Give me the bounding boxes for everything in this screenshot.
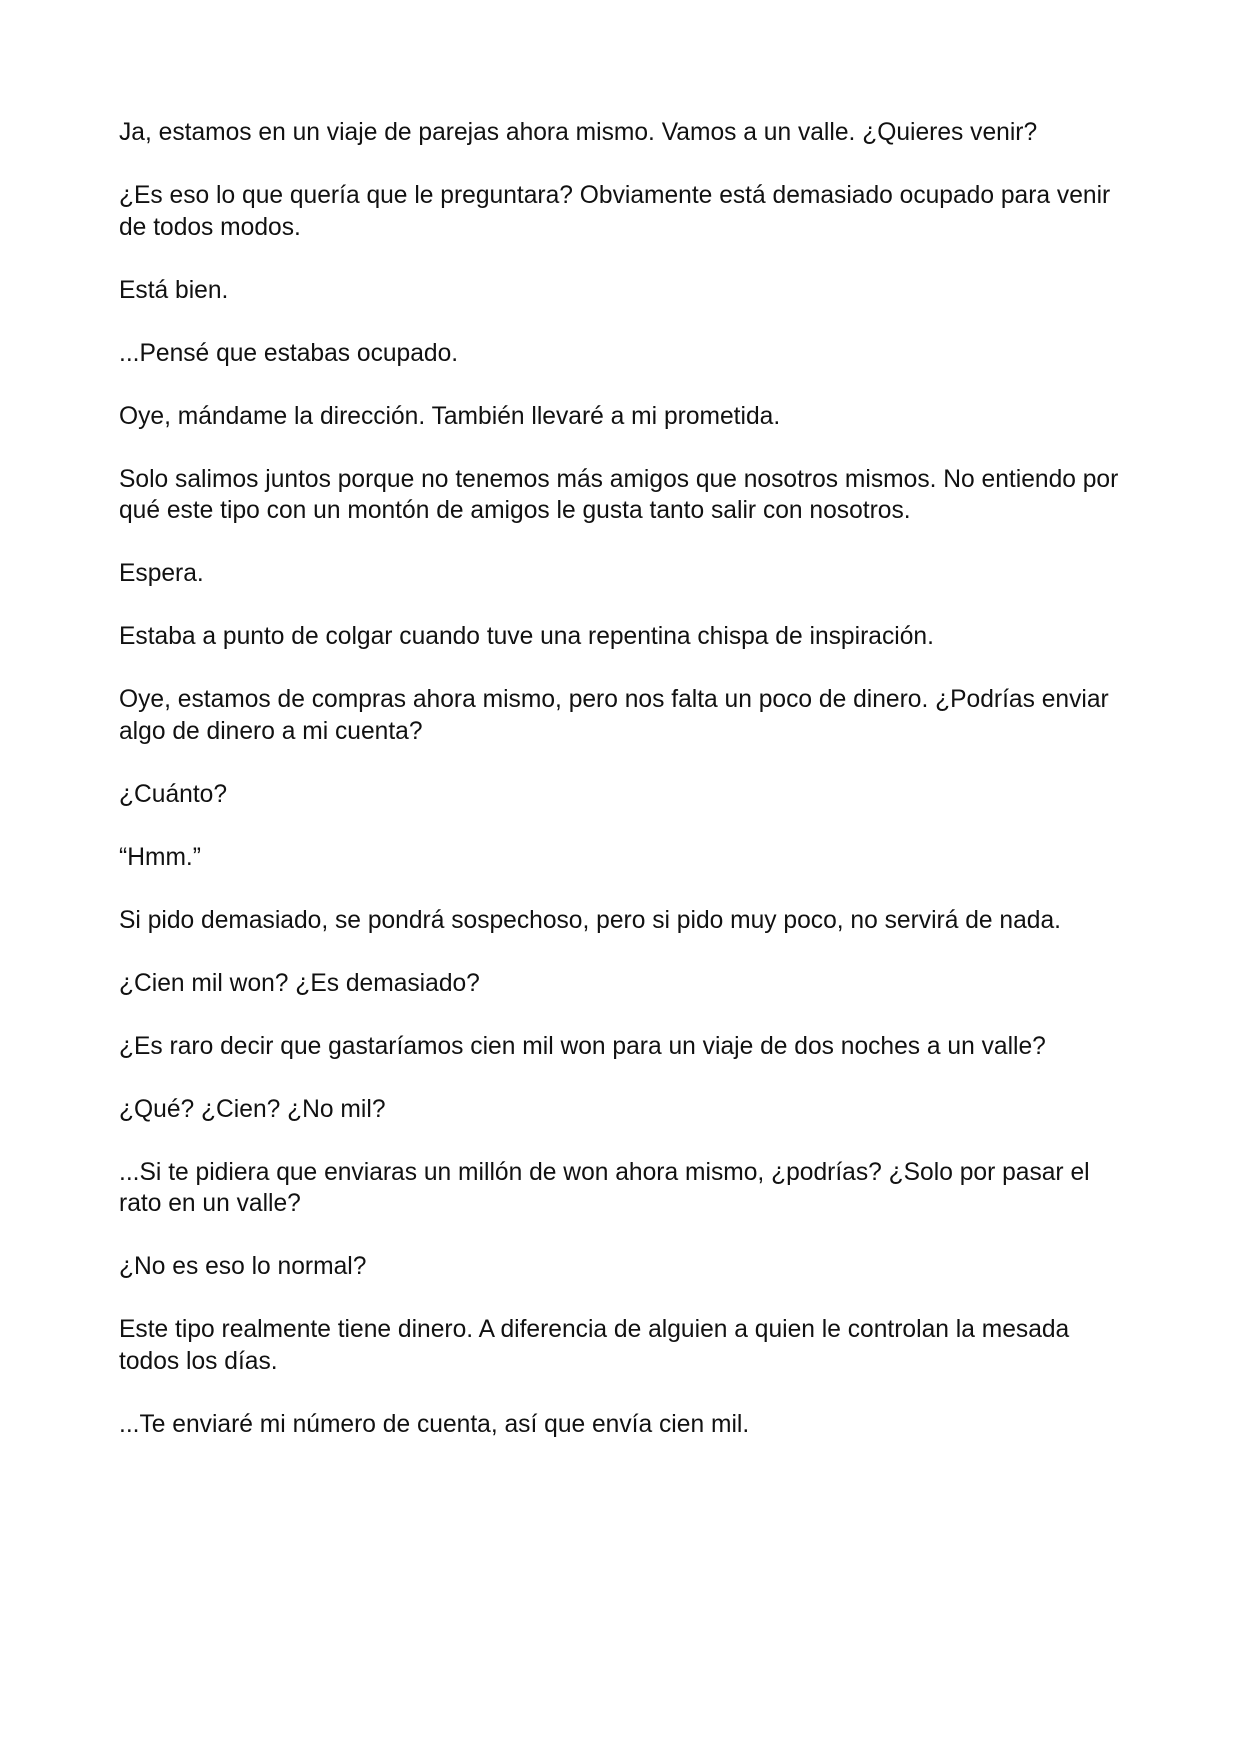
paragraph: ¿No es eso lo normal?	[119, 1253, 367, 1280]
paragraph: Solo salimos juntos porque no tenemos más amigos que nosotros mismos. No entiendo por qué este tipo con un montón de amigos le gusta tanto salir con nosotros.	[119, 465, 1119, 524]
paragraph: Estaba a punto de colgar cuando tuve una repentina chispa de inspiración.	[119, 623, 934, 650]
paragraph: ¿Cuánto?	[119, 780, 228, 808]
paragraph: “Hmm.”	[119, 843, 201, 871]
paragraph: Está bien.	[119, 276, 229, 304]
paragraph: ¿Es raro decir que gastaríamos cien mil won para un viaje de dos noches a un valle?	[119, 1032, 1046, 1060]
paragraph: ¿Qué? ¿Cien? ¿No mil?	[119, 1095, 386, 1123]
document-body	[119, 117, 1119, 1472]
paragraph: Oye, mándame la dirección. También llevaré a mi prometida.	[119, 402, 781, 430]
paragraph: ¿Es eso lo que quería que le preguntara? Obviamente está demasiado ocupado para venir de todos modos.	[119, 182, 1111, 241]
paragraph: Este tipo realmente tiene dinero. A diferencia de alguien a quien le controlan la mesada todos los días.	[119, 1316, 1070, 1375]
paragraph: Espera.	[119, 560, 204, 587]
paragraph: ...Pensé que estabas ocupado.	[119, 339, 459, 367]
paragraph: ...Si te pidiera que enviaras un millón de won ahora mismo, ¿podrías? ¿Solo por pasar el rato en un valle?	[119, 1158, 1090, 1217]
paragraph: ...Te enviaré mi número de cuenta, así que envía cien mil.	[119, 1410, 750, 1438]
paragraph: Oye, estamos de compras ahora mismo, pero nos falta un poco de dinero. ¿Podrías enviar algo de dinero a mi cuenta?	[119, 686, 1109, 745]
paragraph: ¿Cien mil won? ¿Es demasiado?	[119, 969, 480, 997]
paragraph: Si pido demasiado, se pondrá sospechoso, pero si pido muy poco, no servirá de nada.	[119, 906, 1061, 934]
paragraph: Ja, estamos en un viaje de parejas ahora mismo. Vamos a un valle. ¿Quieres venir?	[119, 119, 1038, 146]
